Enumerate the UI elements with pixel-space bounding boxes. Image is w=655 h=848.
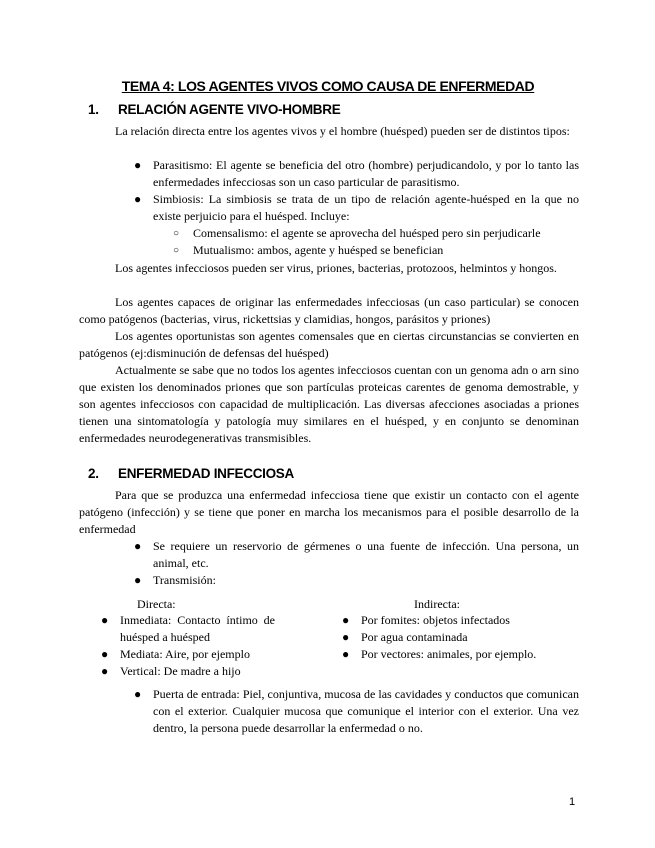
bullet-dot-icon: ● (134, 158, 142, 172)
subbullet-mutualismo (173, 242, 579, 259)
bullet-text: Transmisión: (153, 573, 216, 587)
bullet-text: Se requiere un reservorio de gérmenes o una fuente de infección. Una persona, un animal, etc. (153, 539, 579, 570)
bullet-text: Puerta de entrada: Piel, conjuntiva, mucosa de las cavidades y conductos que comunican con el exterior. Cualquier mucosa que comunique el interior con el exterior. Una vez dentro, la persona puede desarrollar la enfermedad o no. (153, 687, 579, 735)
page-number: 1 (569, 796, 576, 808)
bullet-text: Parasitismo: El agente se beneficia del otro (hombre) perjudicandolo, y por lo tanto las enfermedades infecciosas son un caso particular de parasitismo. (153, 158, 579, 189)
indirect-item-text: Por vectores: animales, por ejemplo. (361, 647, 537, 661)
bullet-dot-icon: ● (101, 664, 109, 678)
bullet-dot-icon: ● (134, 687, 142, 701)
subbullet-text: Comensalismo: el agente se aprovecha del huésped pero sin perjudicarle (193, 226, 541, 240)
hollow-bullet-icon: ○ (173, 245, 180, 256)
paragraph-text: Los agentes infecciosos pueden ser virus, priones, bacterias, protozoos, helmintos y hongos. (115, 261, 557, 275)
indirect-item-text: Por fomites: objetos infectados (361, 613, 510, 627)
bullet-parasitismo (134, 157, 579, 191)
subbullet-comensalismo (173, 225, 579, 242)
indirect-item-agua (342, 629, 581, 646)
paragraph-text: Los agentes capaces de originar las enfermedades infecciosas (un caso particular) se conocen como patógenos (bacterias, virus, rickettsias y clamidias, hongos, parásitos y priones) (79, 295, 579, 326)
bullet-dot-icon: ● (342, 613, 350, 627)
bullet-transmision (134, 572, 579, 589)
bullet-dot-icon: ● (342, 630, 350, 644)
paragraph-text: Actualmente se sabe que no todos los agentes infecciosos cuentan con un genoma adn o arn sino que existen los denominados priones que son partículas proteicas carentes de genoma demostrable, y son agentes infecciosos con capacidad de multiplicación. Las diversas afecciones asociadas a priones tienen una sintomatología y patología muy similares en el huésped, y en conjunto se denominan enfermedades neurodegenerativas transmisibles. (79, 363, 579, 445)
section-2-intro (79, 487, 579, 538)
bullet-reservorio (134, 538, 579, 572)
bullet-dot-icon: ● (134, 192, 142, 206)
bullet-text: Simbiosis: La simbiosis se trata de un tipo de relación agente-huésped en la que no existe perjuicio para el huésped. Incluye: (153, 192, 579, 223)
indirect-item-fomites (342, 612, 581, 629)
direct-item-text: Mediata: Aire, por ejemplo (120, 647, 250, 661)
bullet-dot-icon: ● (342, 647, 350, 661)
paragraph-text: Los agentes oportunistas son agentes comensales que en ciertas circunstancias se convierten en patógenos (ej:disminución de defensas del huésped) (79, 329, 579, 360)
document-title: TEMA 4: LOS AGENTES VIVOS COMO CAUSA DE ENFERMEDAD (121, 78, 535, 94)
direct-heading: Directa: (137, 597, 176, 611)
direct-item-text: Inmediata: Contacto íntimo de huésped a huésped (120, 613, 275, 644)
indirect-item-vectores (342, 646, 581, 663)
direct-item-vertical (101, 663, 320, 680)
indirect-heading: Indirecta: (414, 597, 460, 611)
bullet-dot-icon: ● (101, 647, 109, 661)
section-2-number: 2. (88, 466, 99, 481)
section-2-title: ENFERMEDAD INFECCIOSA (118, 466, 294, 481)
bullet-simbiosis (134, 191, 579, 225)
section-2-heading (88, 466, 294, 481)
hollow-bullet-icon: ○ (173, 228, 180, 239)
section-1-number: 1. (88, 102, 99, 117)
bullet-dot-icon: ● (134, 573, 142, 587)
direct-item-inmediata (101, 612, 275, 646)
paragraph-oportunistas (79, 328, 579, 362)
bullet-puerta-entrada (134, 686, 579, 737)
indirect-item-text: Por agua contaminada (361, 630, 468, 644)
section-1-heading (88, 102, 340, 117)
section-2-intro-text: Para que se produzca una enfermedad infecciosa tiene que existir un contacto con el agente patógeno (infección) y se tiene que poner en marcha los mecanismos para el posible desarrollo de la enfermedad (79, 488, 579, 536)
section-1-title: RELACIÓN AGENTE VIVO-HOMBRE (118, 102, 341, 117)
paragraph-agentes-infecciosos (79, 260, 579, 277)
section-1-intro (79, 123, 579, 140)
bullet-dot-icon: ● (101, 613, 109, 627)
section-1-intro-text: La relación directa entre los agentes vivos y el hombre (huésped) pueden ser de distintos tipos: (115, 124, 570, 138)
direct-item-mediata (101, 646, 320, 663)
paragraph-patogenos (79, 294, 579, 328)
bullet-dot-icon: ● (134, 539, 142, 553)
subbullet-text: Mutualismo: ambos, agente y huésped se benefician (193, 243, 444, 257)
direct-item-text: Vertical: De madre a hijo (120, 664, 241, 678)
paragraph-priones (79, 362, 579, 447)
